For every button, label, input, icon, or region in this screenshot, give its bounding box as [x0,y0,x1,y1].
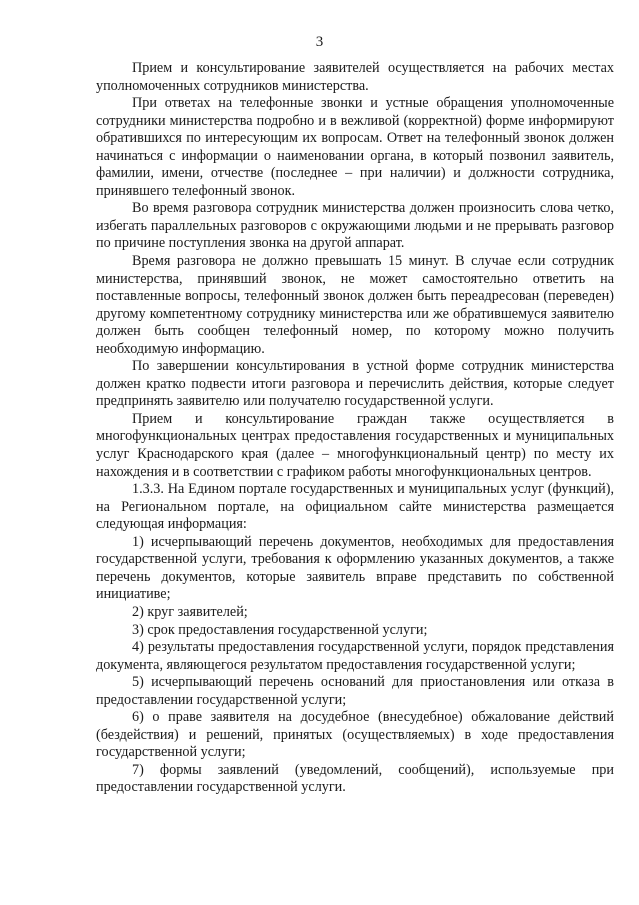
paragraph: По завершении консультирования в устной форме сотрудник министерства должен кратко подвести итоги разговора и перечислить действия, которые следует предпринять заявителю или получателю государственной услуги. [96,358,614,410]
list-item: 1) исчерпывающий перечень документов, необходимых для предоставления государственной услуги, требования к оформлению указанных документов, а также перечень документов, которые заявитель вправе представить по собственной инициативе; [96,533,614,603]
paragraph: Время разговора не должно превышать 15 минут. В случае если сотрудник министерства, принявший звонок, не может самостоятельно ответить на поставленные вопросы, телефонный звонок должен быть переадресован (переведен) другому компетентному сотруднику министерства или же обратившемуся заявителю должен быть сообщен телефонный номер, по которому можно получить необходимую информацию. [96,253,614,357]
list-item: 4) результаты предоставления государственной услуги, порядок представления документа, являющегося результатом предоставления государственной услуги; [96,639,614,673]
paragraph: При ответах на телефонные звонки и устные обращения уполномоченные сотрудники министерства подробно и в вежливой (корректной) форме информируют обратившихся по интересующим их вопросам. Ответ на телефонный звонок должен начинаться с информации о наименовании органа, в который позвонил заявитель, фамилии, имени, отчестве (последнее – при наличии) и должности сотрудника, принявшего телефонный звонок. [96,95,614,199]
list-item: 2) круг заявителей; [132,603,248,620]
list-item: 6) о праве заявителя на досудебное (внесудебное) обжалование действий (бездействия) и решений, принятых (осуществляемых) в ходе предоставления государственной услуги; [96,709,614,761]
list-item: 5) исчерпывающий перечень оснований для приостановления или отказа в предоставлении государственной услуги; [96,674,614,708]
paragraph: Во время разговора сотрудник министерства должен произносить слова четко, избегать параллельных разговоров с окружающими людьми и не прерывать разговор по причине поступления звонка на другой аппарат. [96,200,614,252]
document-body [96,60,614,797]
paragraph: Прием и консультирование граждан также осуществляется в многофункциональных центрах предоставления государственных и муниципальных услуг Краснодарского края (далее – многофункциональный центр) по месту их нахождения и в соответствии с графиком работы многофункциональных центров. [96,410,614,480]
page-number: 3 [315,34,324,50]
paragraph: Прием и консультирование заявителей осуществляется на рабочих местах уполномоченных сотрудников министерства. [96,60,614,94]
paragraph: 1.3.3. На Едином портале государственных и муниципальных услуг (функций), на Региональном портале, на официальном сайте министерства размещается следующая информация: [96,481,614,533]
list-item: 3) срок предоставления государственной услуги; [132,621,428,638]
list-item: 7) формы заявлений (уведомлений, сообщений), используемые при предоставлении государственной услуги. [96,761,614,796]
